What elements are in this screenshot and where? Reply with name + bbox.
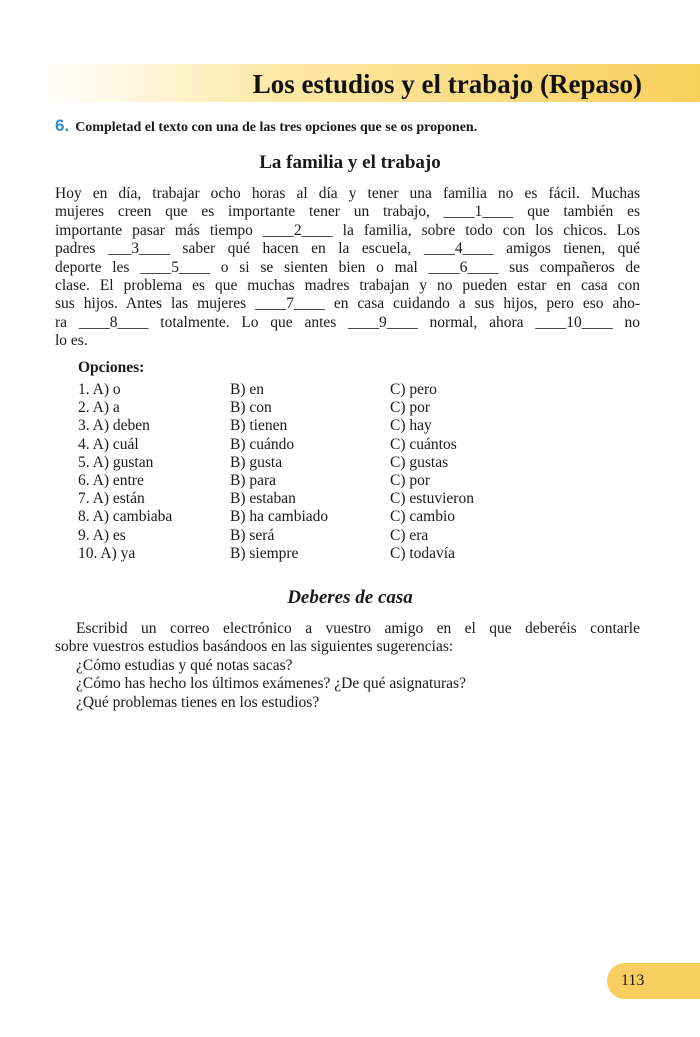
option-b: B) será <box>230 526 275 544</box>
option-row <box>78 436 530 454</box>
option-row <box>78 545 530 563</box>
paragraph-line: clase. El problema es que muchas madres trabajan y no pueden estar en casa con <box>55 277 640 295</box>
option-b: B) estaban <box>230 490 296 508</box>
option-c: C) por <box>390 471 431 489</box>
option-a: 1. A) o <box>78 381 121 398</box>
homework-line: Escribid un correo electrónico a vuestro amigo en el que deberéis contarle <box>76 620 640 637</box>
paragraph-line: sus hijos. Antes las mujeres ____7____ en casa cuidando a sus hijos, pero eso aho- <box>55 295 640 313</box>
option-row <box>78 381 530 399</box>
option-row <box>78 417 530 435</box>
paragraph-line: deporte les ____5____ o si se sienten bien o mal ____6____ sus compañeros de <box>55 258 640 276</box>
option-b: B) en <box>230 381 265 398</box>
option-a: 5. A) gustan <box>78 453 154 471</box>
option-c: C) era <box>390 526 429 544</box>
option-c: C) cuántos <box>390 435 457 453</box>
option-c: C) estuvieron <box>390 490 474 508</box>
option-b: B) con <box>230 399 272 417</box>
option-b: B) para <box>230 471 277 489</box>
option-row <box>78 399 530 417</box>
option-b: B) tienen <box>230 417 288 435</box>
options-list <box>78 381 530 563</box>
option-c: C) gustas <box>390 453 449 471</box>
paragraph-line: ra ____8____ totalmente. Lo que antes ____9____ normal, ahora ____10____ no <box>55 313 640 331</box>
option-row <box>78 508 530 526</box>
option-a: 3. A) deben <box>78 417 150 435</box>
page-number: 113 <box>621 972 645 989</box>
option-a: 6. A) entre <box>78 471 144 489</box>
option-b: B) cuándo <box>230 435 295 453</box>
option-c: C) cambio <box>390 508 455 526</box>
homework-line: sobre vuestros estudios basándoos en las siguientes sugerencias: <box>55 638 454 656</box>
reading-paragraph <box>55 185 640 351</box>
paragraph-line: mujeres creen que es importante tener un trabajo, ____1____ que también es <box>55 203 640 221</box>
homework-question: ¿Cómo has hecho los últimos exámenes? ¿De qué asignaturas? <box>76 675 466 693</box>
option-c: C) todavía <box>390 544 455 562</box>
paragraph-line: Hoy en día, trabajar ocho horas al día y tener una familia no es fácil. Muchas <box>55 185 640 202</box>
homework-title: Deberes de casa <box>287 587 413 608</box>
exercise-text: Completad el texto con una de las tres opciones que se os proponen. <box>75 120 478 135</box>
paragraph-line: lo es. <box>55 332 88 350</box>
homework-question: ¿Qué problemas tienes en los estudios? <box>76 693 320 711</box>
homework-text <box>55 620 640 712</box>
exercise-instruction <box>55 117 645 137</box>
option-row <box>78 472 530 490</box>
option-a: 4. A) cuál <box>78 435 139 453</box>
page-title: Los estudios y el trabajo (Repaso) <box>252 69 642 99</box>
paragraph-line: padres ___3____ saber qué hacen en la escuela, ____4____ amigos tienen, qué <box>55 240 640 258</box>
exercise-number: 6. <box>55 116 70 135</box>
option-b: B) siempre <box>230 544 299 562</box>
option-a: 8. A) cambiaba <box>78 508 173 526</box>
option-row <box>78 490 530 508</box>
option-a: 7. A) están <box>78 490 145 508</box>
option-a: 10. A) ya <box>78 544 136 562</box>
option-b: B) ha cambiado <box>230 508 329 526</box>
option-a: 9. A) es <box>78 526 126 544</box>
option-c: C) hay <box>390 417 432 435</box>
reading-title: La familia y el trabajo <box>259 152 441 173</box>
homework-question: ¿Cómo estudias y qué notas sacas? <box>76 656 293 674</box>
option-b: B) gusta <box>230 453 283 471</box>
option-row <box>78 454 530 472</box>
option-a: 2. A) a <box>78 399 120 417</box>
option-c: C) pero <box>390 381 437 398</box>
option-c: C) por <box>390 399 431 417</box>
paragraph-line: importante pasar más tiempo ____2____ la familia, sobre todo con los chicos. Los <box>55 221 640 239</box>
options-label: Opciones: <box>78 359 145 376</box>
option-row <box>78 527 530 545</box>
